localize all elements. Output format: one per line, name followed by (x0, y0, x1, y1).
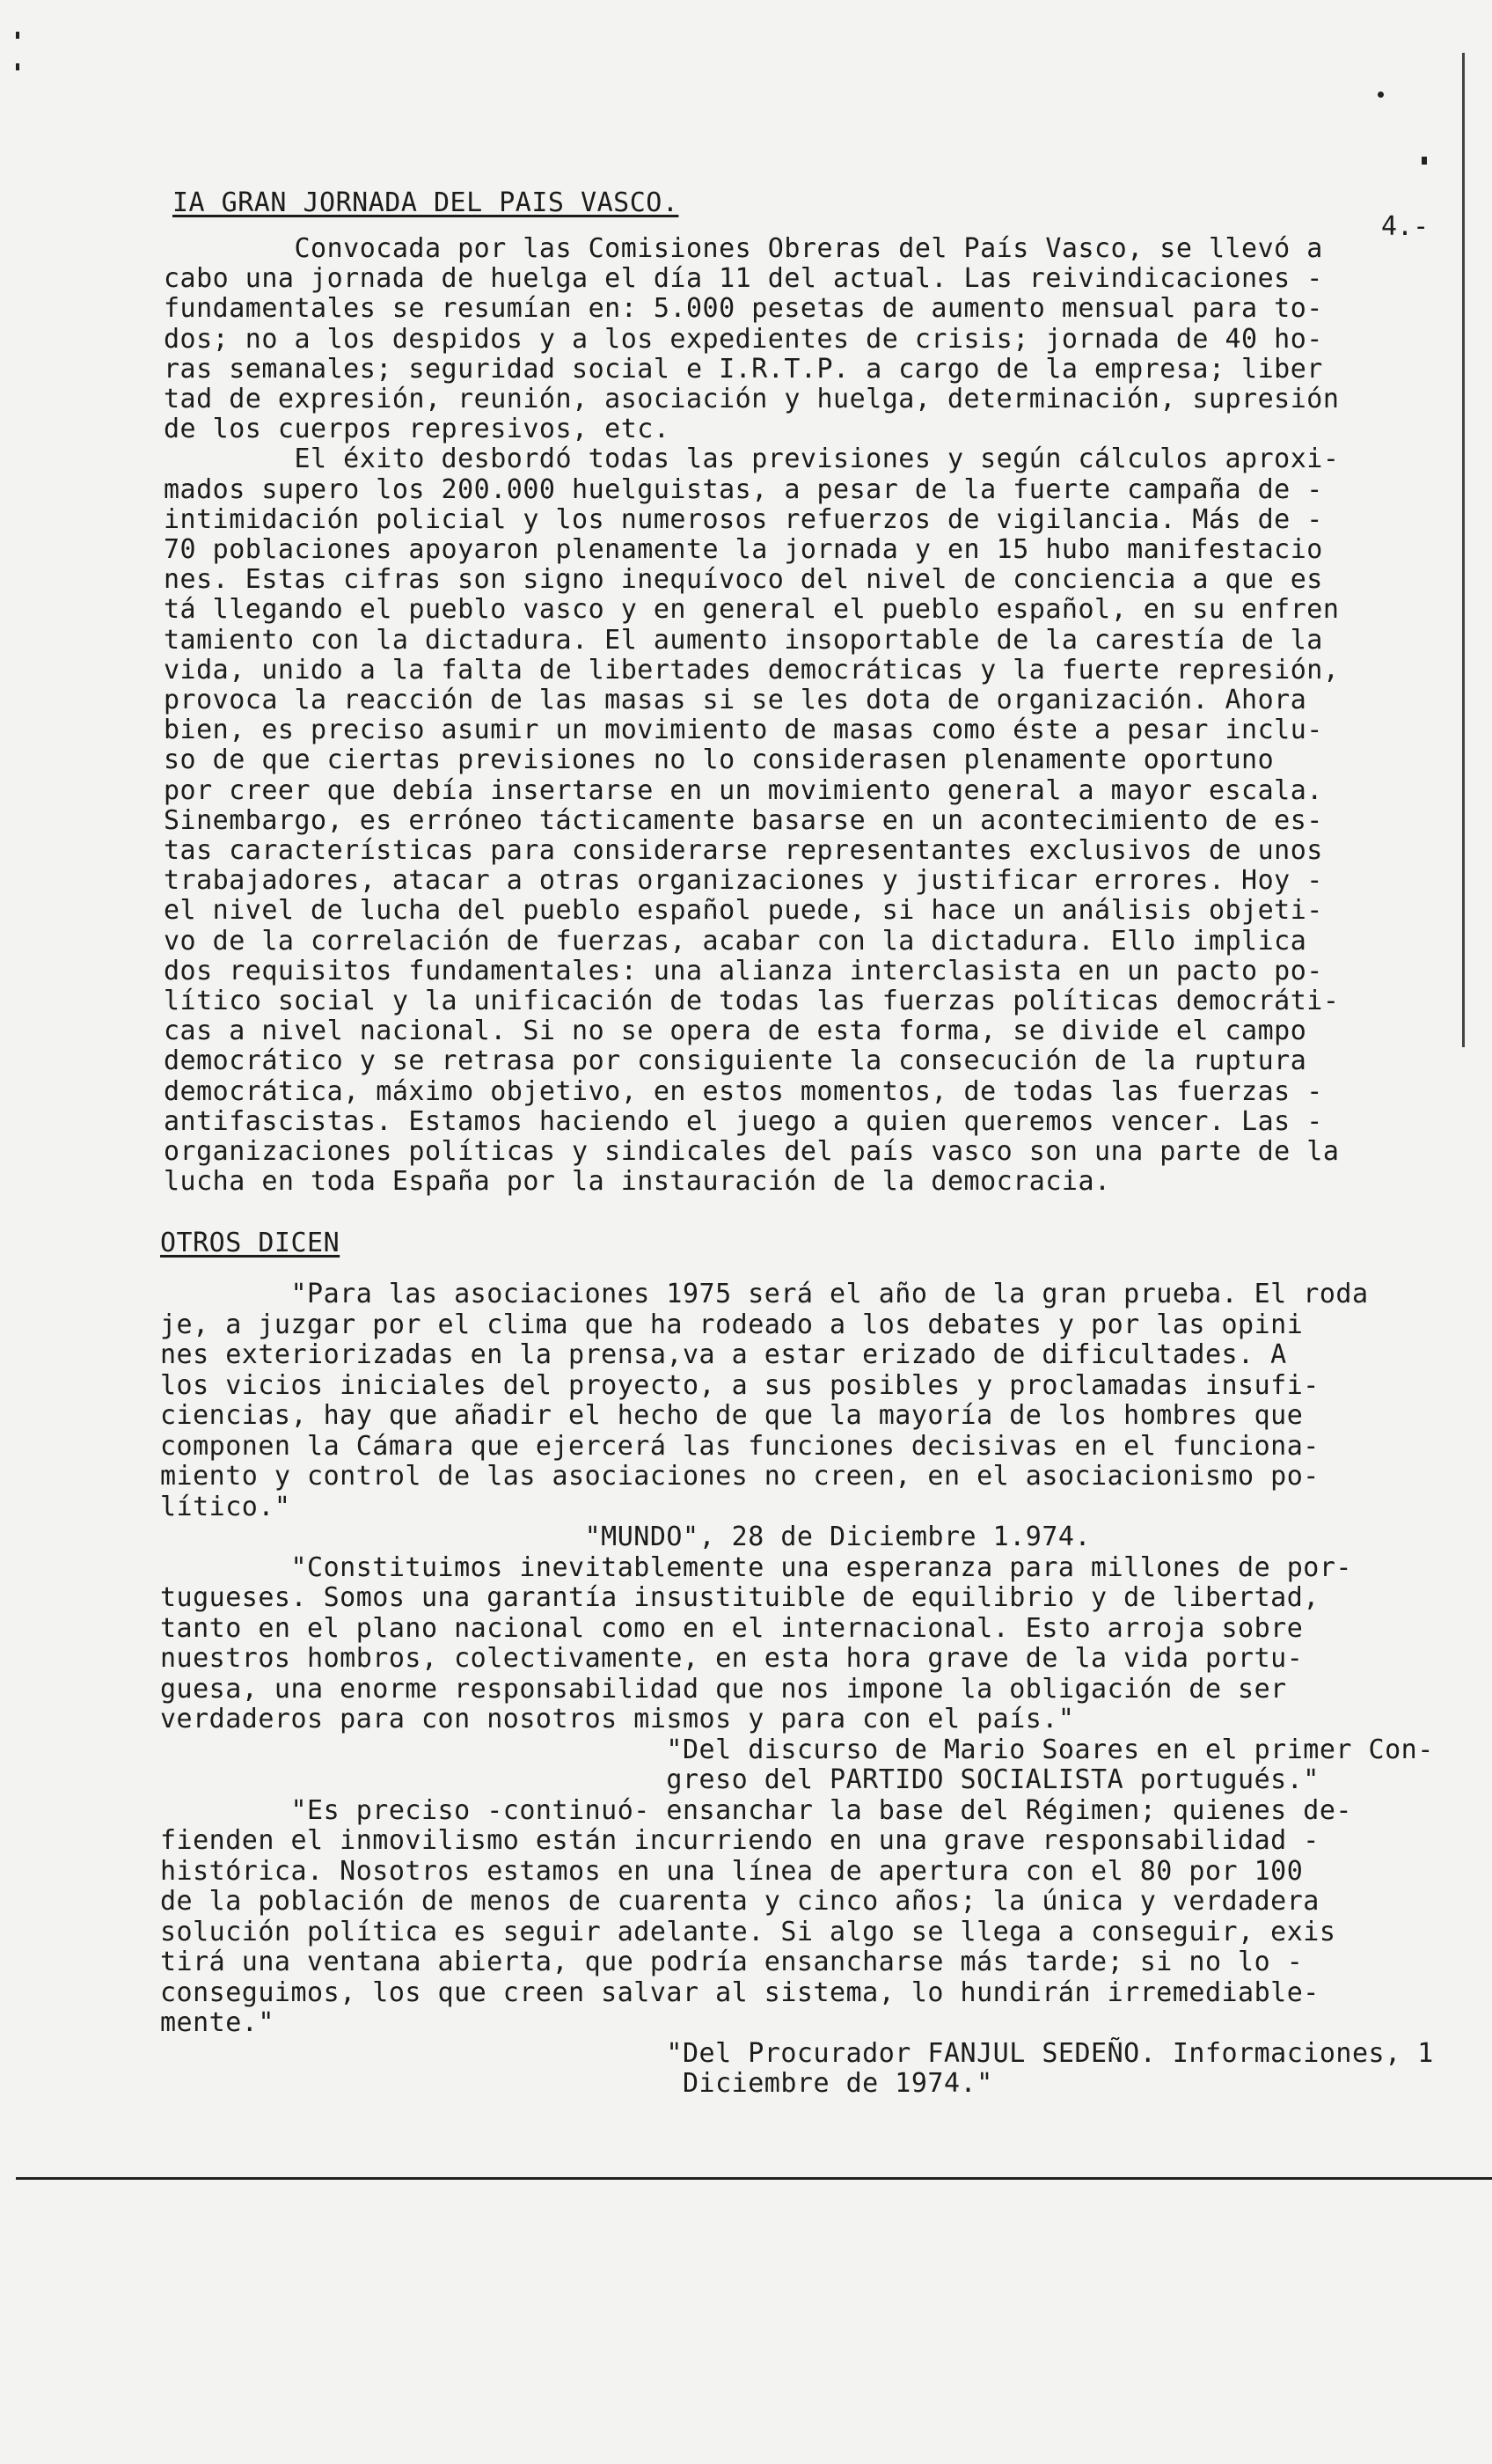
text-line: tá llegando el pueblo vasco y en general el pueblo español, en su enfren (164, 594, 1340, 626)
text-line: ras semanales; seguridad social e I.R.T.P. a cargo de la empresa; liber (164, 353, 1323, 385)
text-line: 70 poblaciones apoyaron plenamente la jornada y en 15 hubo manifestacio (164, 534, 1323, 565)
text-line: mados supero los 200.000 huelguistas, a pesar de la fuerte campaña de - (164, 473, 1323, 505)
scan-mark-top-left (16, 32, 19, 39)
scan-edge-right (1462, 53, 1465, 1047)
text-line: lítico social y la unificación de todas las fuerzas políticas democráti- (164, 986, 1340, 1016)
text-line: componen la Cámara que ejercerá las funciones decisivas en el funciona- (160, 1430, 1320, 1462)
text-line: je, a juzgar por el clima que ha rodeado a los debates y por las opini (160, 1309, 1304, 1340)
text-line: bien, es preciso asumir un movimiento de masas como éste a pesar inclu- (164, 715, 1323, 746)
section-heading-pais-vasco: IA GRAN JORNADA DEL PAIS VASCO. (172, 187, 679, 218)
text-line: trabajadores, atacar a otras organizaciones y justificar errores. Hoy - (164, 865, 1323, 897)
text-line: solución política es seguir adelante. Si algo se llega a conseguir, exis (160, 1916, 1336, 1947)
text-line: so de que ciertas previsiones no lo considerasen plenamente oportuno (164, 744, 1275, 776)
text-line: provoca la reacción de las masas si se les dota de organización. Ahora (164, 685, 1307, 715)
text-line: tirá una ventana abierta, que podría ensancharse más tarde; si no lo - (160, 1947, 1304, 1977)
text-line: lucha en toda España por la instauración de la democracia. (164, 1166, 1111, 1198)
text-line: guesa, una enorme responsabilidad que nos impone la obligación de ser (160, 1673, 1287, 1705)
scan-mark-top-left-2 (16, 63, 19, 70)
page-number: 4.- (1381, 211, 1430, 242)
text-line: tamiento con la dictadura. El aumento insoportable de la carestía de la (164, 624, 1323, 656)
text-line: "Del discurso de Mario Soares en el primer Con- (160, 1734, 1434, 1765)
text-line: antifascistas. Estamos haciendo el juego a quien queremos vencer. Las - (164, 1105, 1323, 1137)
text-line: tas características para considerarse representantes exclusivos de unos (164, 835, 1323, 866)
text-line: miento y control de las asociaciones no creen, en el asociacionismo po- (160, 1461, 1320, 1492)
text-line: El éxito desbordó todas las previsiones y según cálculos aproxi- (164, 444, 1340, 475)
text-line: dos requisitos fundamentales: una alianza interclasista en un pacto po- (164, 955, 1323, 986)
text-line: Sinembargo, es erróneo tácticamente basarse en un acontecimiento de es- (164, 804, 1323, 836)
text-line: lítico." (160, 1491, 291, 1522)
text-line: fienden el inmovilismo están incurriendo en una grave responsabilidad - (160, 1825, 1320, 1856)
text-line: tanto en el plano nacional como en el internacional. Esto arroja sobre (160, 1612, 1304, 1644)
text-line: democrático y se retrasa por consiguiente la consecución de la ruptura (164, 1045, 1307, 1077)
text-line: conseguimos, los que creen salvar al sistema, lo hundirán irremediable- (160, 1976, 1320, 2008)
text-line: democrática, máximo objetivo, en estos momentos, de todas las fuerzas - (164, 1075, 1323, 1107)
text-line: "Constituimos inevitablemente una esperanza para millones de por- (160, 1551, 1352, 1583)
text-line: Convocada por las Comisiones Obreras del País Vasco, se llevó a (164, 233, 1323, 264)
text-line: "MUNDO", 28 de Diciembre 1.974. (160, 1522, 1092, 1552)
text-line: los vicios iniciales del proyecto, a sus posibles y proclamadas insufi- (160, 1369, 1320, 1401)
text-line: histórica. Nosotros estamos en una línea de apertura con el 80 por 100 (160, 1855, 1304, 1887)
text-line: tad de expresión, reunión, asociación y huelga, determinación, supresión (164, 384, 1340, 414)
section-heading-otros-dicen: OTROS DICEN (160, 1228, 340, 1258)
text-line: mente." (160, 2007, 274, 2038)
text-line: organizaciones políticas y sindicales del país vasco son una parte de la (164, 1136, 1340, 1167)
scan-mark-right-2 (1422, 157, 1427, 165)
text-line: de los cuerpos represivos, etc. (164, 414, 670, 445)
text-line: cas a nivel nacional. Si no se opera de esta forma, se divide el campo (164, 1016, 1307, 1047)
text-line: verdaderos para con nosotros mismos y para con el país." (160, 1704, 1075, 1734)
scan-mark-right (1378, 92, 1384, 98)
text-line: dos; no a los despidos y a los expedientes de crisis; jornada de 40 ho- (164, 323, 1323, 355)
text-line: greso del PARTIDO SOCIALISTA portugués." (160, 1764, 1320, 1795)
text-line: vida, unido a la falta de libertades democráticas y la fuerte represión, (164, 654, 1340, 686)
text-line: "Para las asociaciones 1975 será el año de la gran prueba. El roda (160, 1279, 1369, 1309)
text-line: "Del Procurador FANJUL SEDEÑO. Informaciones, 1 (160, 2037, 1434, 2069)
text-line: tugueses. Somos una garantía insustituible de equilibrio y de libertad, (160, 1582, 1320, 1613)
bottom-rule (16, 2177, 1492, 2180)
text-line: por creer que debía insertarse en un movimiento general a mayor escala. (164, 774, 1323, 806)
text-line: Diciembre de 1974." (160, 2068, 993, 2099)
text-line: vo de la correlación de fuerzas, acabar con la dictadura. Ello implica (164, 925, 1307, 957)
text-line: nuestros hombros, colectivamente, en esta hora grave de la vida portu- (160, 1643, 1304, 1674)
text-line: "Es preciso -continuó- ensanchar la base del Régimen; quienes de- (160, 1794, 1352, 1826)
text-line: cabo una jornada de huelga el día 11 del actual. Las reivindicaciones - (164, 263, 1323, 295)
text-line: fundamentales se resumían en: 5.000 pesetas de aumento mensual para to- (164, 293, 1323, 325)
text-line: nes exteriorizadas en la prensa,va a estar erizado de dificultades. A (160, 1339, 1287, 1370)
text-line: ciencias, hay que añadir el hecho de que la mayoría de los hombres que (160, 1400, 1304, 1431)
text-line: de la población de menos de cuarenta y cinco años; la única y verdadera (160, 1886, 1320, 1917)
text-line: nes. Estas cifras son signo inequívoco del nivel de conciencia a que es (164, 564, 1323, 596)
text-line: intimidación policial y los numerosos refuerzos de vigilancia. Más de - (164, 503, 1323, 535)
text-line: el nivel de lucha del pueblo español puede, si hace un análisis objeti- (164, 895, 1323, 927)
